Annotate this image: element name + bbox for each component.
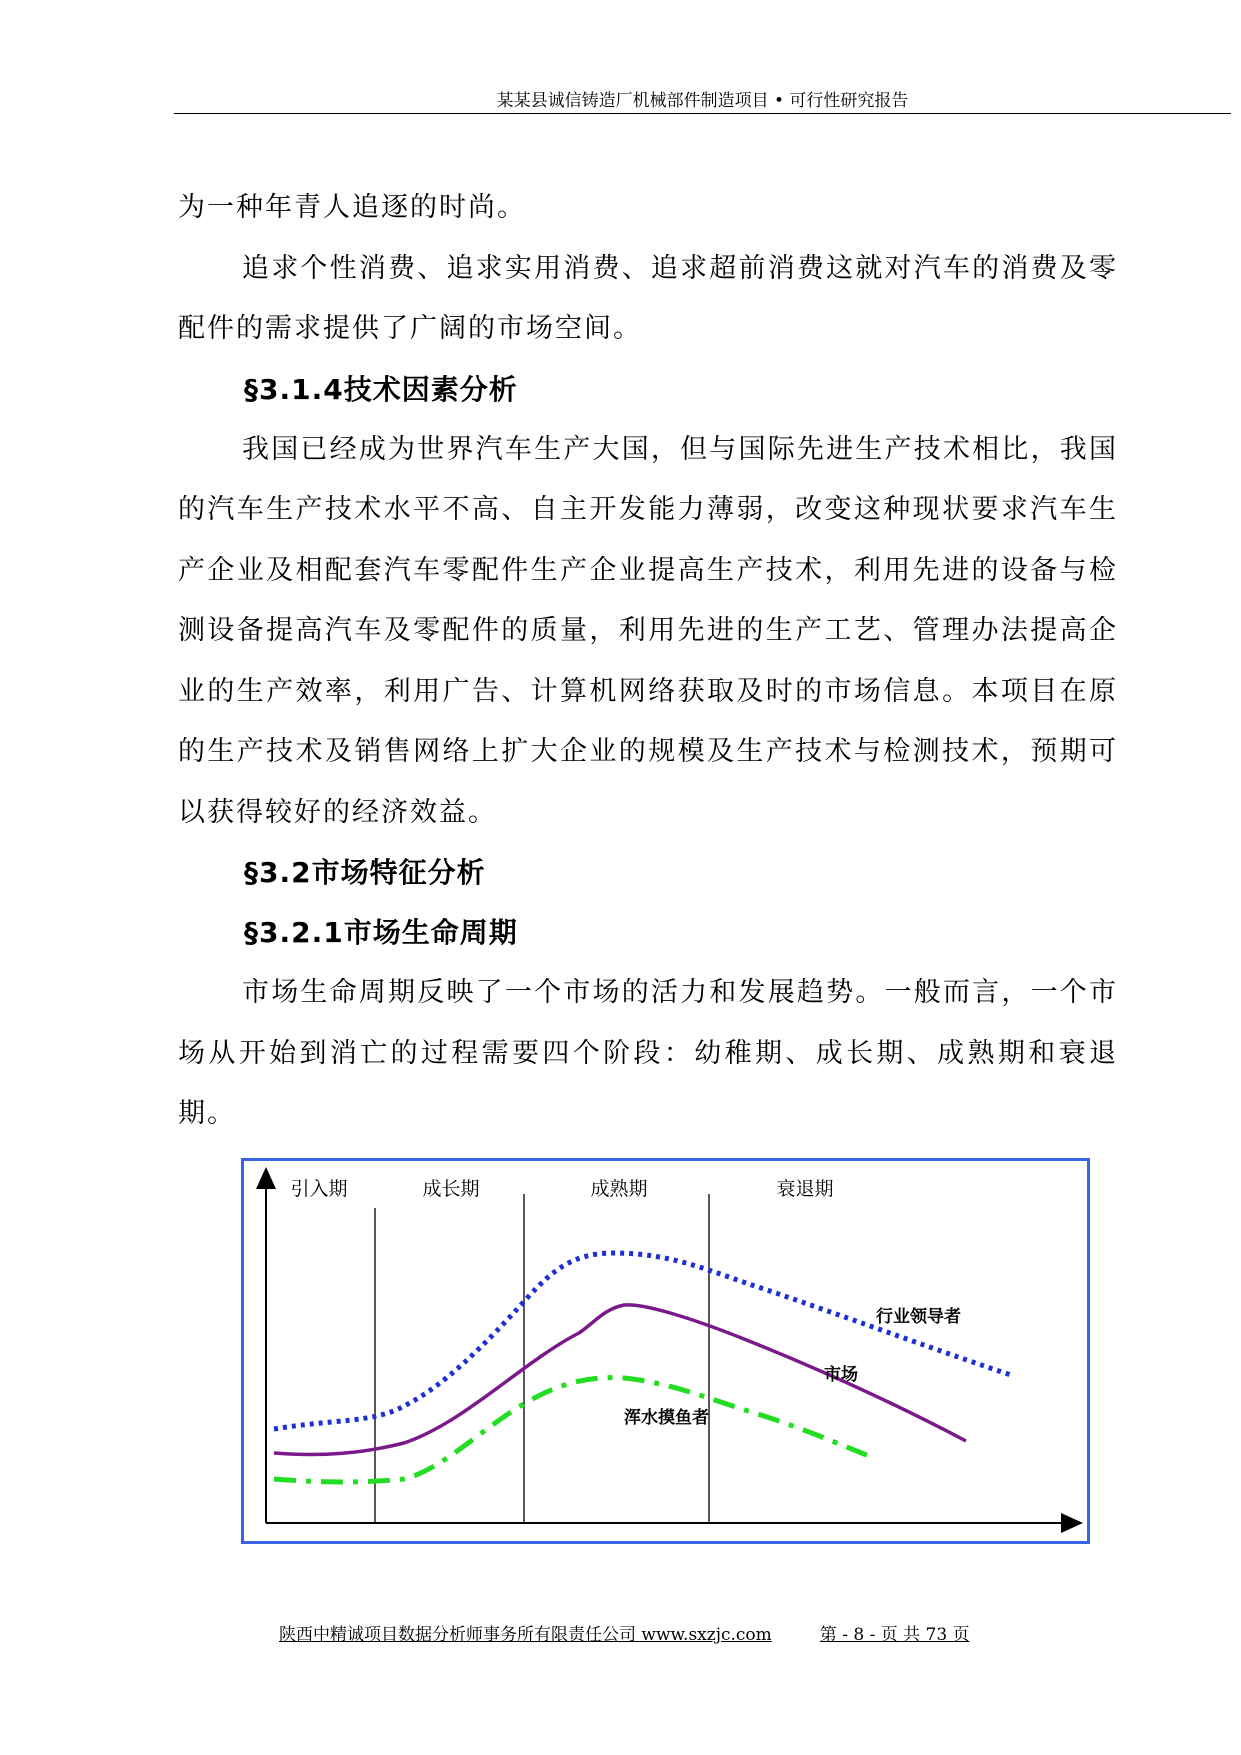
stage-label: 引入期 [290,1178,348,1200]
series-line-freerider [274,1378,869,1482]
series-label-freerider: 浑水摸鱼者 [624,1408,709,1428]
series-label-market: 市场 [824,1365,858,1385]
document-body [178,178,1118,1145]
footer-company: 陕西中精诚项目数据分析师事务所有限责任公司 www.sxzjc.com [279,1625,772,1645]
stage-label: 衰退期 [776,1178,834,1200]
footer-page-number: 第 - 8 - 页 共 73 页 [819,1625,970,1645]
series-line-market [274,1305,966,1455]
body-paragraph: 我国已经成为世界汽车生产大国，但与国际先进生产技术相比，我国的汽车生产技术水平不高、自主开发能力薄弱，改变这种现状要求汽车生产企业及相配套汽车零配件生产企业提高生产技术，利用先进的设备与检测设备提高汽车及零配件的质量，利用先进的生产工艺、管理办法提高企业的生产效率，利用广告、计算机网络获取及时的市场信息。本项目在原的生产技术及销售网络上扩大企业的规模及生产技术与检测技术，预期可以获得较好的经济效益。 [178,433,1118,828]
body-paragraph: 为一种年青人追逐的时尚。 [178,192,526,223]
page-footer [279,1620,970,1645]
section-heading: §3.2市场特征分析 [244,856,486,889]
series-line-leader [274,1253,1014,1429]
page-header: 某某县诚信铸造厂机械部件制造项目 • 可行性研究报告 [496,91,909,111]
body-paragraph: 市场生命周期反映了一个市场的活力和发展趋势。一般而言，一个市场从开始到消亡的过程需要四个阶段：幼稚期、成长期、成熟期和衰退期。 [178,977,1118,1129]
life-cycle-figure [241,1158,1090,1544]
section-heading: §3.2.1市场生命周期 [244,916,518,949]
stage-label: 成长期 [422,1178,480,1200]
section-heading: §3.1.4技术因素分析 [244,372,518,406]
life-cycle-chart [244,1161,1087,1541]
header-divider [174,113,1231,114]
body-paragraph: 追求个性消费、追求实用消费、追求超前消费这就对汽车的消费及零配件的需求提供了广阔的市场空间。 [178,252,1118,344]
series-label-leader: 行业领导者 [876,1307,961,1327]
stage-label: 成熟期 [590,1178,648,1200]
